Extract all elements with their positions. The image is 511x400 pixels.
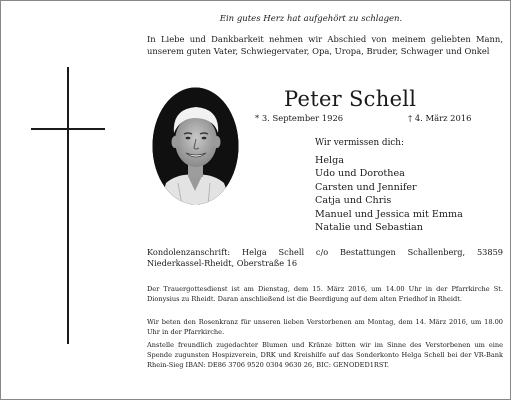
donation-text: Anstelle freundlich zugedachter Blumen und Kränze bitten wir im Sinne des Verstorbenen um eine Spende zugunsten Hospizverein, DRK und Kreishilfe auf das Sonderkonto Helga Schell bei der VR-Bank Rhein-Sieg IBAN: DE86 3706 9520 0304 9630 26, BIC: GENODED1RST. bbox=[147, 341, 503, 369]
list-item: Manuel und Jessica mit Emma bbox=[315, 208, 463, 220]
mourners-heading: Wir vermissen dich: bbox=[315, 138, 404, 148]
condolence-address: Kondolenzanschrift: Helga Schell c/o Bestattungen Schallenberg, 53859 Niederkassel-Rheidt, Oberstraße 16 bbox=[147, 247, 503, 269]
intro-text: In Liebe und Dankbarkeit nehmen wir Abschied von meinem geliebten Mann, unserem guten Vater, Schwiegervater, Opa, Uropa, Bruder, Schwager und Onkel bbox=[147, 34, 503, 56]
list-item: Carsten und Jennifer bbox=[315, 181, 417, 193]
portrait-photo bbox=[152, 87, 239, 205]
list-item: Helga bbox=[315, 155, 344, 166]
cross-vertical-bar bbox=[67, 67, 69, 344]
list-item: Catja und Chris bbox=[315, 195, 392, 207]
cross-horizontal-bar bbox=[31, 128, 105, 130]
motto: Ein gutes Herz hat aufgehört zu schlagen. bbox=[219, 14, 403, 24]
rosary-text: Wir beten den Rosenkranz für unseren lieben Verstorbenen am Montag, dem 14. März 2016, um 18.00 Uhr in der Pfarrkirche. bbox=[147, 318, 503, 336]
funeral-service-text: Der Trauergottesdienst ist am Dienstag, dem 15. März 2016, um 14.00 Uhr in der Pfarrkirche St. Dionysius zu Rheidt. Daran anschließend ist die Beerdigung auf dem alten Friedhof in Rheidt. bbox=[147, 285, 503, 303]
birth-date: * 3. September 1926 bbox=[255, 113, 344, 123]
death-date: † 4. März 2016 bbox=[408, 113, 472, 123]
deceased-name: Peter Schell bbox=[284, 87, 417, 111]
mourners-list bbox=[315, 154, 463, 234]
list-item: Udo und Dorothea bbox=[315, 168, 405, 180]
list-item: Natalie und Sebastian bbox=[315, 222, 423, 234]
